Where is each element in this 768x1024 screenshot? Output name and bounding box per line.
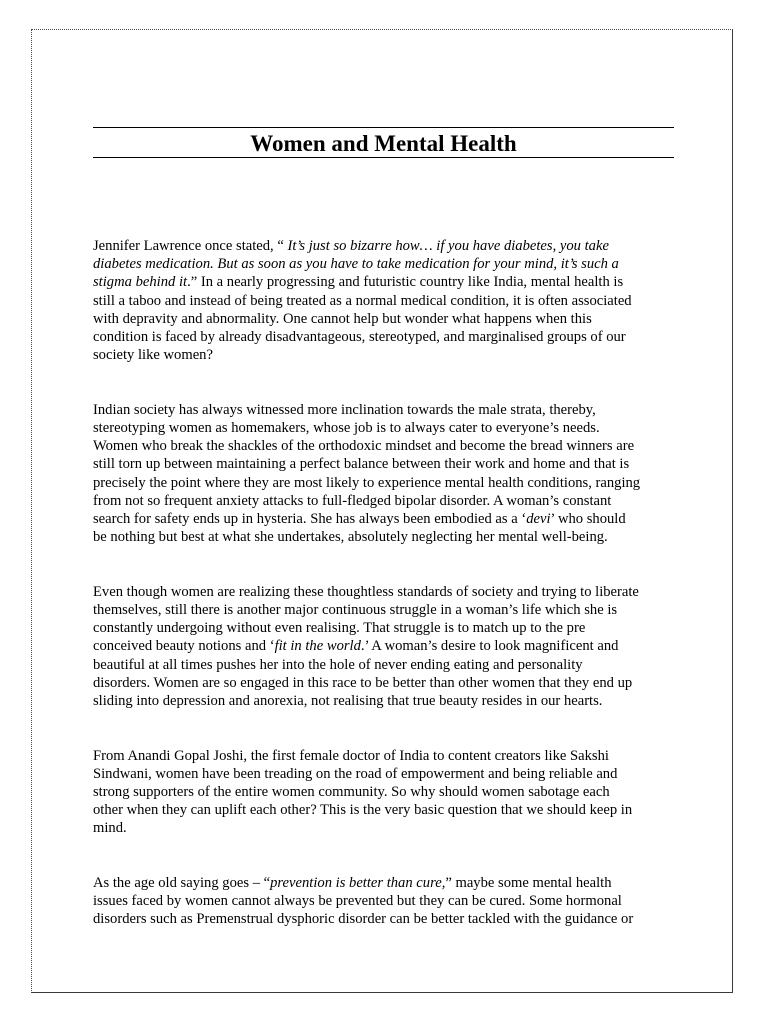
text-line: [93, 419, 683, 437]
article-body: [93, 237, 683, 965]
text-line: [93, 765, 683, 783]
text-segment: .’ A woman’s desire to look magnificent and: [360, 638, 619, 655]
text-segment: with depravity and abnormality. One cannot help but wonder what happens when this: [93, 310, 592, 327]
text-segment: strong supporters of the entire women community. So why should women sabotage each: [93, 784, 610, 801]
paragraph: [93, 747, 683, 838]
italic-quote: It’s just so bizarre how… if you have diabetes, you take: [287, 238, 609, 254]
page-title: Women and Mental Health: [250, 131, 517, 156]
text-segment: sliding into depression and anorexia, not realising that true beauty resides in our hearts.: [93, 693, 603, 710]
text-line: [93, 346, 683, 364]
text-line: [93, 310, 683, 328]
text-line: [93, 401, 683, 419]
text-line: [93, 601, 683, 619]
text-segment: beautiful at all times pushes her into the hole of never ending eating and personality: [93, 656, 583, 673]
text-line: [93, 674, 683, 692]
text-segment: Jennifer Lawrence once stated, “: [93, 238, 288, 254]
text-segment: ” maybe some mental health: [445, 875, 612, 892]
text-line: [93, 528, 683, 546]
text-segment: issues faced by women cannot always be prevented but they can be cured. Some hormonal: [93, 893, 622, 910]
paragraph: [93, 874, 683, 929]
text-line: [93, 783, 683, 801]
text-segment: Indian society has always witnessed more inclination towards the male strata, thereby,: [93, 401, 596, 418]
text-segment: disorders such as Premenstrual dysphoric disorder can be better tackled with the guidance or: [93, 911, 634, 928]
text-line: [93, 637, 683, 655]
text-segment: be nothing but best at what she undertakes, absolutely neglecting her mental well-being.: [93, 529, 608, 546]
text-line: [93, 292, 683, 310]
italic-quote: devi: [526, 511, 551, 528]
text-segment: other when they can uplift each other? This is the very basic question that we should keep in: [93, 802, 633, 819]
text-segment: still torn up between maintaining a perfect balance between their work and home and that is: [93, 456, 630, 473]
text-line: [93, 892, 683, 910]
text-line: [93, 583, 683, 601]
text-line: [93, 801, 683, 819]
text-segment: disorders. Women are so engaged in this race to be better than other women that they end up: [93, 674, 633, 691]
text-segment: conceived beauty notions and ‘: [93, 638, 275, 655]
text-segment: stereotyping women as homemakers, whose job is to always cater to everyone’s needs.: [93, 420, 600, 437]
text-segment: mind.: [93, 820, 127, 837]
text-segment: constantly undergoing without even realising. That struggle is to match up to the pre: [93, 620, 586, 637]
text-segment: condition is faced by already disadvantageous, stereotyped, and marginalised groups of our: [93, 329, 626, 346]
text-line: [93, 437, 683, 455]
text-segment: search for safety ends up in hysteria. She has always been embodied as a ‘: [93, 511, 527, 528]
text-segment: As the age old saying goes – “: [93, 875, 271, 892]
text-line: [93, 492, 683, 510]
text-line: [93, 656, 683, 674]
text-segment: precisely the point where they are most likely to experience mental health conditions, ranging: [93, 474, 641, 491]
text-segment: ’ who should: [550, 511, 626, 528]
text-line: [93, 237, 683, 255]
text-segment: Even though women are realizing these thoughtless standards of society and trying to liberate: [93, 583, 639, 600]
text-line: [93, 328, 683, 346]
text-segment: Sindwani, women have been treading on the road of empowerment and being reliable and: [93, 765, 618, 782]
text-line: [93, 455, 683, 473]
text-line: [93, 874, 683, 892]
text-segment: still a taboo and instead of being treated as a normal medical condition, it is often associated: [93, 292, 632, 309]
paragraph: [93, 237, 683, 364]
text-segment: .” In a nearly progressing and futuristic country like India, mental health is: [187, 274, 624, 291]
paragraph: [93, 401, 683, 547]
italic-quote: stigma behind it: [93, 274, 188, 291]
text-line: [93, 474, 683, 492]
italic-quote: diabetes medication. But as soon as you have to take medication for your mind, it’s such a: [93, 256, 619, 273]
text-segment: society like women?: [93, 347, 213, 364]
title-block: [93, 127, 674, 158]
text-segment: Women who break the shackles of the orthodoxic mindset and become the bread winners are: [93, 438, 635, 455]
italic-quote: fit in the world: [274, 638, 361, 655]
text-line: [93, 819, 683, 837]
text-line: [93, 510, 683, 528]
paragraph: [93, 583, 683, 710]
text-line: [93, 273, 683, 291]
text-segment: From Anandi Gopal Joshi, the first female doctor of India to content creators like Sakshi: [93, 747, 609, 764]
text-line: [93, 910, 683, 928]
italic-quote: prevention is better than cure,: [270, 875, 446, 892]
text-line: [93, 692, 683, 710]
text-segment: themselves, still there is another major continuous struggle in a woman’s life which she is: [93, 602, 618, 619]
text-line: [93, 619, 683, 637]
text-line: [93, 255, 683, 273]
text-segment: from not so frequent anxiety attacks to full-fledged bipolar disorder. A woman’s constant: [93, 492, 612, 509]
text-line: [93, 747, 683, 765]
